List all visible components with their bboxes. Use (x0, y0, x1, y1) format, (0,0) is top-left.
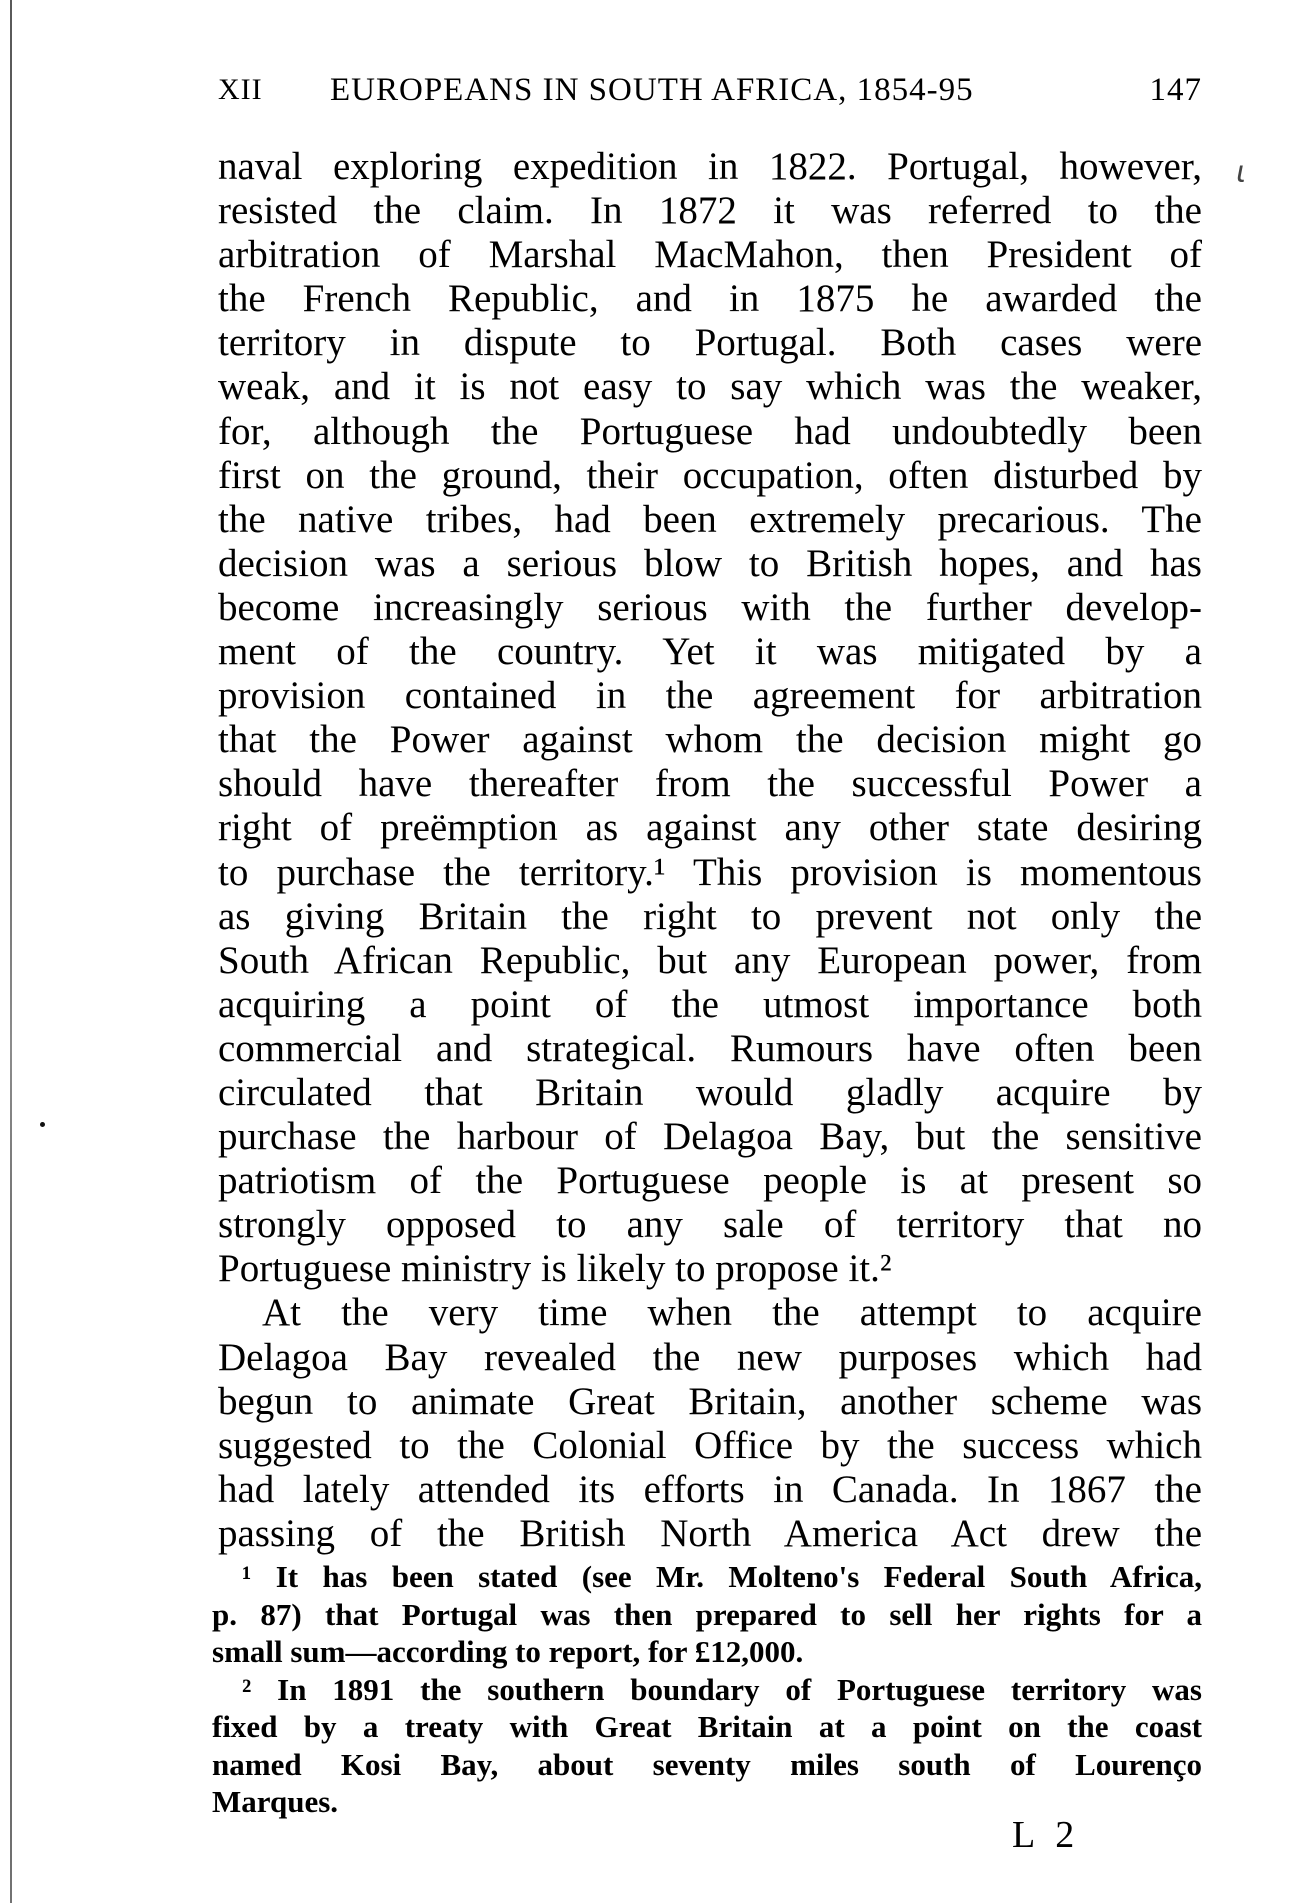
body-line: passing of the British North America Act drew the (218, 1511, 1202, 1555)
binding-edge (10, 0, 12, 1903)
body-line: ment of the country. Yet it was mitigated by a (218, 630, 1202, 674)
body-line: decision was a serious blow to British hopes, and has (218, 541, 1202, 585)
body-line: Delagoa Bay revealed the new purposes which had (218, 1335, 1202, 1379)
body-line: naval exploring expedition in 1822. Portugal, however, (218, 145, 1202, 188)
body-line: resisted the claim. In 1872 it was referred to the (218, 189, 1202, 233)
footnote-1-line: p. 87) that Portugal was then prepared to sell her rights for a (212, 1596, 1202, 1632)
body-line: as giving Britain the right to prevent not only the (218, 894, 1202, 938)
margin-annotation: ι (1236, 155, 1247, 190)
body-line: for, although the Portuguese had undoubtedly been (218, 409, 1202, 453)
footnote-2-line: Marques. (212, 1784, 339, 1819)
body-line: purchase the harbour of Delagoa Bay, but the sensitive (218, 1115, 1202, 1159)
page-number: 147 (1149, 72, 1202, 108)
body-line: strongly opposed to any sale of territory that no (218, 1203, 1202, 1247)
body-line: should have thereafter from the successful Power a (218, 762, 1202, 806)
body-line: begun to animate Great Britain, another scheme was (218, 1379, 1202, 1423)
body-line: that the Power against whom the decision might go (218, 718, 1202, 762)
body-line: commercial and strategical. Rumours have often been (218, 1026, 1202, 1070)
body-line: the French Republic, and in 1875 he awarded the (218, 277, 1202, 321)
body-line: patriotism of the Portuguese people is at present so (218, 1159, 1202, 1203)
body-line: Portuguese ministry is likely to propose it.² (218, 1247, 892, 1291)
body-line: provision contained in the agreement for arbitration (218, 674, 1202, 718)
body-line: the native tribes, had been extremely precarious. The (218, 497, 1202, 541)
body-line: territory in dispute to Portugal. Both cases were (218, 321, 1202, 365)
body-line: to purchase the territory.¹ This provision is momentous (218, 850, 1202, 894)
header-title: EUROPEANS IN SOUTH AFRICA, 1854-95 (330, 72, 974, 108)
body-text (218, 145, 1202, 1556)
footnote-2-line: fixed by a treaty with Great Britain at a point on the coast (212, 1709, 1202, 1744)
body-line: had lately attended its efforts in Canada. In 1867 the (218, 1467, 1202, 1511)
body-line: become increasingly serious with the further develop- (218, 585, 1202, 629)
body-line: circulated that Britain would gladly acquire by (218, 1070, 1202, 1114)
body-line: first on the ground, their occupation, often disturbed by (218, 453, 1202, 497)
footnote-1-line: small sum—according to report, for £12,000. (212, 1634, 804, 1669)
scan-speck (40, 1122, 45, 1127)
signature-mark: L 2 (1012, 1814, 1081, 1856)
footnote-2-line: ² In 1891 the southern boundary of Portuguese territory was (242, 1671, 1202, 1707)
body-line: right of preëmption as against any other state desiring (218, 806, 1202, 850)
footnote-1-line: ¹ It has been stated (see Mr. Molteno's Federal South Africa, (242, 1559, 1202, 1594)
running-header (218, 65, 1202, 115)
body-line: suggested to the Colonial Office by the success which (218, 1423, 1202, 1467)
body-line: acquiring a point of the utmost importance both (218, 982, 1202, 1026)
body-line: arbitration of Marshal MacMahon, then President of (218, 233, 1202, 277)
body-line: weak, and it is not easy to say which was the weaker, (218, 365, 1202, 409)
body-line: South African Republic, but any European power, from (218, 938, 1202, 982)
footnote-2-line: named Kosi Bay, about seventy miles south of Lourenço (212, 1746, 1202, 1782)
paragraph-start-line: At the very time when the attempt to acquire (262, 1291, 1202, 1335)
footnotes (212, 1558, 1202, 1821)
chapter-number: XII (218, 73, 263, 106)
